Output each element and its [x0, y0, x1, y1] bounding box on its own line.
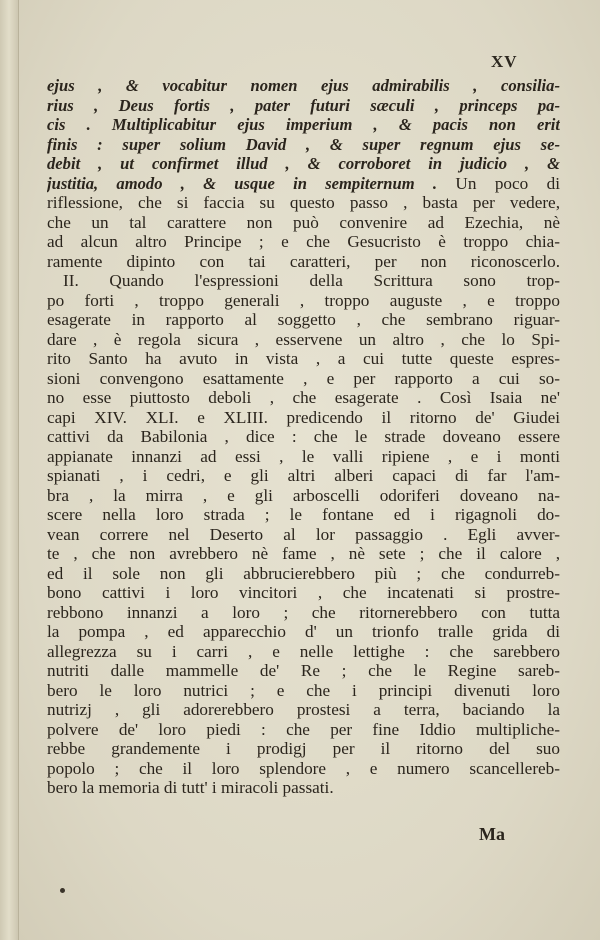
text-line: che un tal carattere non può convenire ad Ezechia, nè	[47, 212, 560, 232]
book-page	[19, 0, 600, 940]
text-line: cattivi da Babilonia , dice : che le strade doveano essere	[47, 427, 560, 446]
text-line: allegrezza su i carri , e nelle lettighe : che sarebbero	[47, 641, 560, 661]
text-line: ad alcun altro Principe ; e che Gesucristo è troppo chia-	[47, 232, 560, 251]
text-line: rito Santo ha avuto in vista , a cui tutte queste espres-	[47, 349, 560, 368]
catchword: Ma	[479, 824, 505, 844]
text-line: spianati , i cedri, e gli altri alberi capaci di far l'am-	[47, 466, 560, 485]
text-line: finis : super solium David , & super regnum ejus se-	[47, 134, 560, 154]
text-line: ejus , & vocabitur nomen ejus admirabilis , consilia-	[47, 76, 560, 95]
text-line: la pompa , ed apparecchio d' un trionfo tralle grida di	[47, 622, 560, 641]
text-line: capi XIV. XLI. e XLIII. predicendo il ritorno de' Giudei	[47, 407, 560, 427]
text-line	[47, 174, 560, 194]
text-line: sioni convengono esattamente , e per rapporto a cui so-	[47, 368, 560, 388]
binding-edge	[0, 0, 19, 940]
italian-text-start: Un poco di	[437, 173, 560, 193]
text-line: appianate innanzi ad essi , le valli ripiene , e i monti	[47, 446, 560, 466]
text-line: rebbe grandemente i prodigj per il ritorno del suo	[47, 739, 560, 758]
text-line: esagerate in rapporto al soggetto , che sembrano riguar-	[47, 310, 560, 329]
text-line: bero le loro nutrici ; e che i principi divenuti loro	[47, 680, 560, 700]
text-line: vean correre nel Deserto al lor passaggio . Egli avver-	[47, 524, 560, 544]
text-line: nutriti dalle mammelle de' Re ; che le Regine sareb-	[47, 661, 560, 680]
text-line: te , che non avrebbero nè fame , nè sete ; che il calore ,	[47, 544, 560, 563]
text-line: rebbono innanzi a loro ; che ritornerebbero con tutta	[47, 602, 560, 622]
text-line: ed il sole non gli abbrucierebbero più ; che condurreb-	[47, 563, 560, 583]
text-line: po forti , troppo generali , troppo auguste , e troppo	[47, 290, 560, 310]
section-start-line: II. Quando l'espressioni della Scrittura sono trop-	[63, 271, 560, 290]
text-line: bono cattivi i loro vincitori , che incatenati si prostre-	[47, 583, 560, 602]
page-number: XV	[491, 52, 518, 71]
text-line: cis . Multiplicabitur ejus imperium , & pacis non erit	[47, 115, 560, 134]
ink-speck	[60, 888, 65, 893]
text-line-last: bero la memoria di tutt' i miracoli passati.	[47, 778, 334, 797]
body-text	[47, 76, 560, 798]
text-line: rius , Deus fortis , pater futuri sæculi , princeps pa-	[47, 95, 560, 115]
text-line: bra , la mirra , e gli arboscelli odoriferi doveano na-	[47, 485, 560, 505]
text-line: no esse piuttosto deboli , che esagerate . Così Isaia ne'	[47, 388, 560, 407]
text-line: dare , è regola sicura , esservene un altro , che lo Spi-	[47, 329, 560, 349]
text-line: popolo ; che il loro splendore , e numero scancellereb-	[47, 758, 560, 778]
latin-quote-end: justitia, amodo , & usque in sempiternum .	[47, 173, 438, 193]
text-line: debit , ut confirmet illud , & corroboret in judicio , &	[47, 154, 560, 173]
text-line: ramente dipinto con tai caratteri, per non riconoscerlo.	[47, 251, 560, 271]
text-line: nutrizj , gli adorerebbero prostesi a terra, baciando la	[47, 700, 560, 719]
text-line: polvere de' loro piedi : che per fine Iddio multipliche-	[47, 719, 560, 739]
text-line: riflessione, che si faccia su questo passo , basta per vedere,	[47, 193, 560, 212]
text-line: scere nella loro strada ; le fontane ed i rigagnoli do-	[47, 505, 560, 524]
